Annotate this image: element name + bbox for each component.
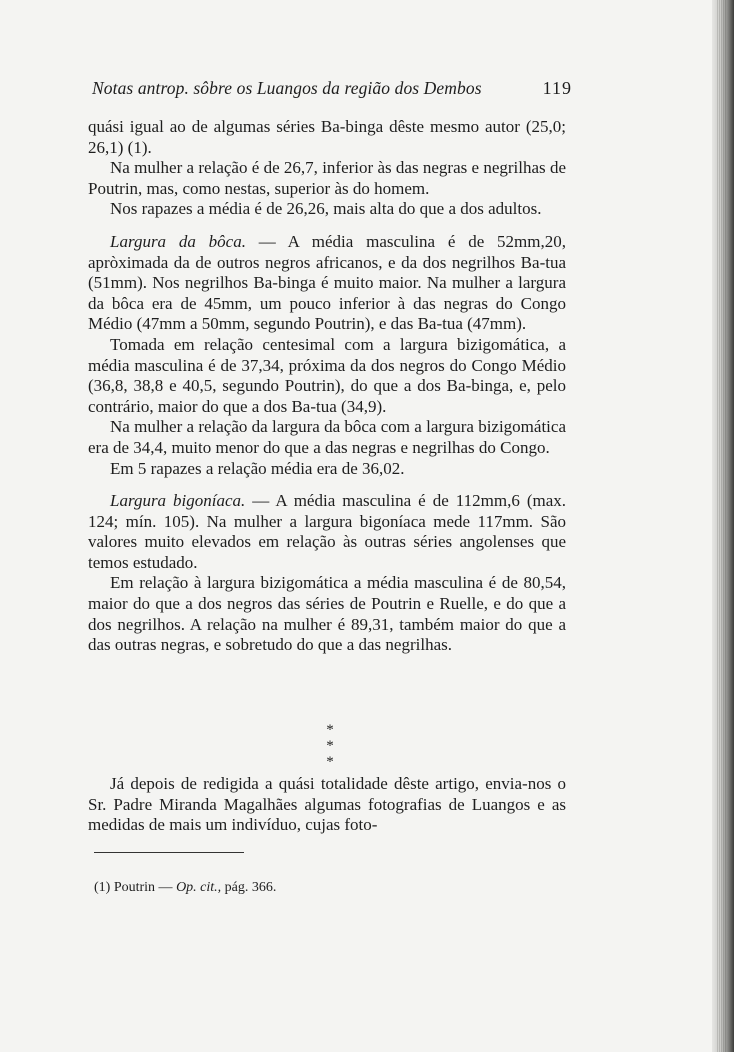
footnote-rule <box>94 852 244 853</box>
section-heading-bigoniaca: Largura bigoníaca. <box>110 491 246 511</box>
page-edge-shadow <box>712 0 734 1052</box>
main-text <box>88 117 566 656</box>
paragraph-text: — A média masculina é de 112mm,6 (max. 124; mín. 105). Na mulher a largura bigoníaca mede 117mm. São valores muito elevados em relação às outras séries angolenses que temos estudado. <box>88 491 566 572</box>
paragraph: Já depois de redigida a quási totalidade dêste artigo, envia-nos o Sr. Padre Miranda Magalhães algumas fotografias de Luangos e as medidas de mais um indivíduo, cujas foto- <box>88 774 566 835</box>
footnote-page: pág. 366. <box>224 880 277 895</box>
separator-bottom-stars: * * <box>326 738 352 770</box>
section-heading-boca: Largura da bôca. <box>110 231 246 251</box>
running-title: Notas antrop. sôbre os Luangos da região dos Dembos <box>92 78 482 98</box>
final-text <box>88 774 566 836</box>
paragraph: Na mulher a relação é de 26,7, inferior às das negras e negrilhas de Poutrin, mas, como nestas, superior às do homem. <box>88 158 566 198</box>
page-number: 119 <box>542 78 572 98</box>
paragraph: Em relação à largura bizigomática a média masculina é de 80,54, maior do que a dos negros das séries de Poutrin e Ruelle, e do que a dos negrilhos. A relação na mulher é 89,31, também maior do que a das outras negras, e sobretudo do que a das negrilhas. <box>88 573 566 655</box>
paragraph: quási igual ao de algumas séries Ba-binga dêste mesmo autor (25,0; 26,1) (1). <box>88 117 566 157</box>
footnote-ref: Op. cit., <box>176 880 222 895</box>
section-separator <box>300 722 360 770</box>
footnote-marker: (1) Poutrin — <box>94 880 173 895</box>
paragraph: Em 5 rapazes a relação média era de 36,02. <box>110 458 405 478</box>
section-bigoniaca-paragraph <box>88 491 566 573</box>
section-boca-paragraph <box>88 232 566 335</box>
separator-top-star: * <box>326 722 334 738</box>
paragraph-text: — A média masculina é de 52mm,20, apròximada da de outros negros africanos, e da dos negrilhos Ba-tua (51mm). Nos negrilhos Ba-binga é muito maior. Na mulher a largura da bôca era de 45mm, um pouco inferior à das negras do Congo Médio (47mm a 50mm, segundo Poutrin), e das Ba-tua (47mm). <box>88 231 567 334</box>
footnote <box>94 880 394 896</box>
page-edge-lines <box>716 0 726 1052</box>
paragraph: Tomada em relação centesimal com a largura bizigomática, a média masculina é de 37,34, próxima da dos negros do Congo Médio (36,8, 38,8 e 40,5, segundo Poutrin), do que a dos Ba-binga, e, pelo contrário, maior do que a dos Ba-tua (34,9). <box>88 334 566 416</box>
running-header <box>92 78 572 99</box>
paragraph: Nos rapazes a média é de 26,26, mais alta do que a dos adultos. <box>110 199 542 219</box>
paragraph: Na mulher a relação da largura da bôca com a largura bizigomática era de 34,4, muito menor do que a das negras e negrilhas do Congo. <box>88 417 566 457</box>
